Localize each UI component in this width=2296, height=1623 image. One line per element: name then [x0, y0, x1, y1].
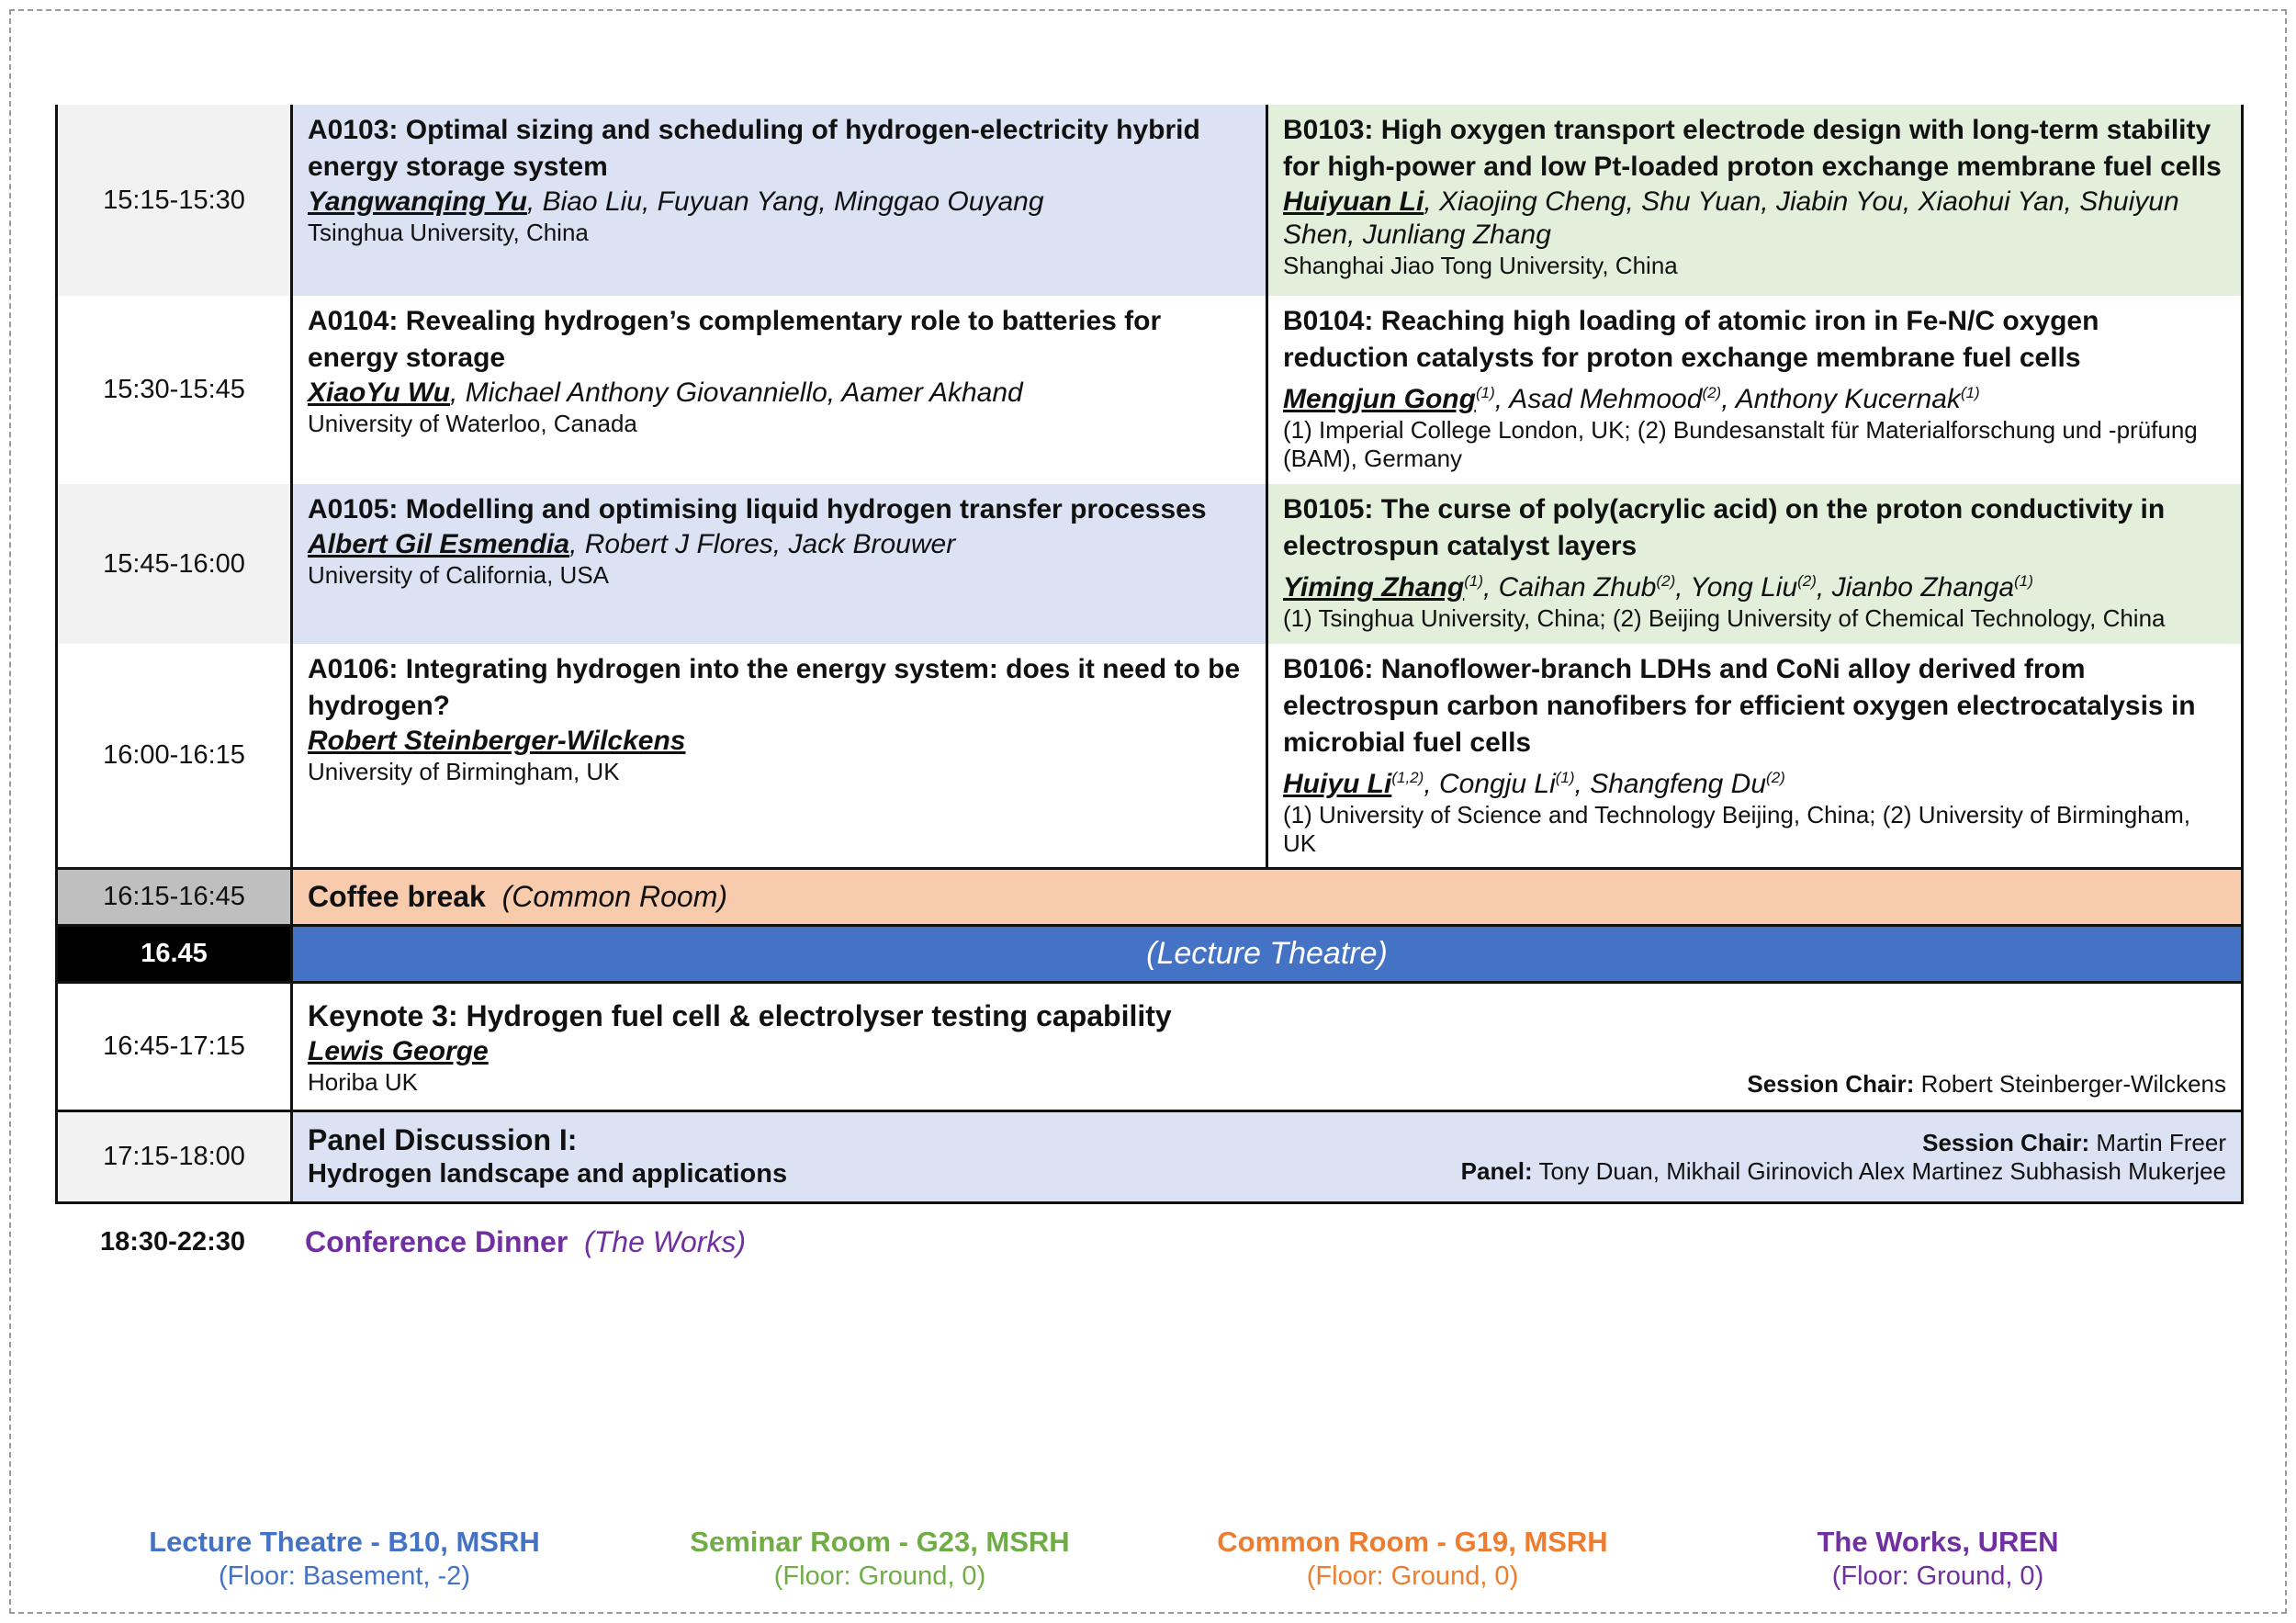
session-chair — [1747, 1070, 2226, 1099]
session-a-cell — [292, 644, 1267, 868]
panel-names: Tony Duan, Mikhail Girinovich Alex Martinez Subhasish Mukerjee — [1532, 1156, 2226, 1185]
talk-authors — [1283, 186, 2226, 252]
dinner-event — [305, 1222, 746, 1262]
talk-authors — [308, 377, 1251, 410]
affiliation-marker: (2) — [1702, 384, 1722, 401]
talk-affiliation: University of California, USA — [308, 561, 609, 589]
talk-authors — [1283, 377, 2226, 416]
affiliation-marker: (1) — [1475, 384, 1495, 401]
co-author: , Anthony Kucernak — [1721, 384, 1961, 414]
lead-author: Robert Steinberger-Wilckens — [308, 726, 686, 756]
talk-authors — [308, 1035, 2226, 1068]
session-a-cell — [292, 296, 1267, 484]
affiliation-marker: (1) — [2014, 572, 2033, 590]
table-row — [57, 296, 2243, 484]
venue-label: (Lecture Theatre) — [292, 925, 2243, 982]
talk-authors — [308, 186, 1251, 219]
table-row — [57, 105, 2243, 296]
legend-item-the-works — [1681, 1525, 2195, 1593]
talk-title: B0104: Reaching high loading of atomic iron in Fe-N/C oxygen reduction catalysts for proton exchange membrane fuel cells — [1283, 306, 2099, 373]
time-slot: 16:15-16:45 — [57, 868, 292, 925]
co-author: , Yong Liu — [1675, 572, 1798, 603]
talk-affiliation: University of Waterloo, Canada — [308, 410, 637, 437]
legend-venue-floor: (Floor: Ground, 0) — [773, 1561, 986, 1591]
venue-legend — [55, 1525, 2241, 1598]
session-b-cell — [1267, 484, 2243, 644]
affiliation-marker: (1) — [1960, 384, 1980, 401]
talk-affiliation: University of Birmingham, UK — [308, 758, 620, 785]
talk-title: A0106: Integrating hydrogen into the energy system: does it need to be hydrogen? — [308, 654, 1241, 721]
table-row — [57, 484, 2243, 644]
keynote-title: Keynote 3: Hydrogen fuel cell & electrolyser testing capability — [308, 998, 1172, 1032]
time-slot: 15:15-15:30 — [57, 105, 292, 296]
talk-title: A0105: Modelling and optimising liquid hydrogen transfer processes — [308, 494, 1207, 524]
affiliation-marker: (1,2) — [1391, 769, 1424, 786]
affiliation-marker: (2) — [1656, 572, 1676, 590]
time-slot: 15:45-16:00 — [57, 484, 292, 644]
time-slot: 16.45 — [57, 925, 292, 982]
venue-row — [57, 925, 2243, 982]
panel-row — [57, 1110, 2243, 1202]
lead-author: Huiyu Li — [1283, 769, 1392, 799]
talk-affiliation: (1) University of Science and Technology Beijing, China; (2) University of Birmingham, UK — [1283, 801, 2190, 857]
coffee-break-cell — [292, 868, 2243, 925]
co-authors: , Robert J Flores, Jack Brouwer — [569, 529, 956, 559]
dinner-row — [55, 1222, 2241, 1262]
co-author: , Congju Li — [1424, 769, 1556, 799]
session-a-cell — [292, 105, 1267, 296]
talk-affiliation: Tsinghua University, China — [308, 219, 589, 246]
coffee-break-label: Coffee break — [308, 879, 486, 913]
lead-author: XiaoYu Wu — [308, 378, 451, 408]
coffee-break-row — [57, 868, 2243, 925]
lead-author: Mengjun Gong — [1283, 384, 1476, 414]
dinner-time: 18:30-22:30 — [100, 1227, 245, 1257]
coffee-break-location: (Common Room) — [501, 879, 727, 913]
session-chair-label: Session Chair: — [1747, 1069, 1915, 1098]
session-b-cell — [1267, 296, 2243, 484]
legend-venue-name: Lecture Theatre - B10, MSRH — [149, 1526, 540, 1558]
legend-venue-name: The Works, UREN — [1817, 1526, 2059, 1558]
dinner-location: (The Works) — [584, 1225, 747, 1258]
panel-members — [1461, 1157, 2226, 1186]
talk-authors — [1283, 761, 2226, 801]
legend-venue-floor: (Floor: Ground, 0) — [1831, 1561, 2044, 1591]
talk-affiliation: (1) Imperial College London, UK; (2) Bundesanstalt für Materialforschung und -prüfung (BAM), Germany — [1283, 416, 2198, 472]
table-row — [57, 644, 2243, 868]
talk-title: B0105: The curse of poly(acrylic acid) on the proton conductivity in electrospun catalyst layers — [1283, 494, 2166, 561]
legend-venue-name: Seminar Room - G23, MSRH — [690, 1526, 1070, 1558]
co-author: , Jianbo Zhanga — [1816, 572, 2015, 603]
panel-label: Panel: — [1460, 1156, 1533, 1185]
keynote-cell — [292, 982, 2243, 1110]
co-author: , Asad Mehmood — [1494, 384, 1703, 414]
schedule-table — [55, 105, 2244, 1204]
session-chair-label: Session Chair: — [1922, 1128, 2090, 1156]
legend-item-common-room — [1155, 1525, 1670, 1593]
talk-title: A0103: Optimal sizing and scheduling of hydrogen-electricity hybrid energy storage system — [308, 115, 1200, 182]
affiliation-marker: (2) — [1797, 572, 1817, 590]
lead-author: Albert Gil Esmendia — [308, 529, 570, 559]
legend-venue-name: Common Room - G19, MSRH — [1217, 1526, 1608, 1558]
panel-cell — [292, 1110, 2243, 1202]
legend-item-seminar-room — [623, 1525, 1137, 1593]
panel-title: Panel Discussion I: — [308, 1123, 578, 1156]
time-slot: 16:00-16:15 — [57, 644, 292, 868]
affiliation-marker: (2) — [1766, 769, 1785, 786]
legend-venue-floor: (Floor: Basement, -2) — [219, 1561, 470, 1591]
talk-title: B0106: Nanoflower-branch LDHs and CoNi alloy derived from electrospun carbon nanofibers for efficient oxygen electrocatalysis in microbial fuel cells — [1283, 654, 2196, 758]
keynote-affiliation: Horiba UK — [308, 1067, 418, 1096]
talk-authors — [308, 528, 1251, 561]
talk-affiliation: Shanghai Jiao Tong University, China — [1283, 252, 1678, 279]
session-b-cell — [1267, 105, 2243, 296]
talk-title: A0104: Revealing hydrogen’s complementary role to batteries for energy storage — [308, 306, 1162, 373]
time-slot: 15:30-15:45 — [57, 296, 292, 484]
co-author: , Caihan Zhub — [1483, 572, 1657, 603]
lead-author: Yiming Zhang — [1283, 572, 1465, 603]
lead-author: Yangwanqing Yu — [308, 186, 527, 217]
legend-item-lecture-theatre — [87, 1525, 602, 1593]
talk-authors — [1283, 565, 2226, 604]
time-slot: 17:15-18:00 — [57, 1110, 292, 1202]
session-chair-name: Martin Freer — [2089, 1128, 2226, 1156]
keynote-row — [57, 982, 2243, 1110]
time-slot: 16:45-17:15 — [57, 982, 292, 1110]
panel-info — [1461, 1129, 2226, 1186]
legend-venue-floor: (Floor: Ground, 0) — [1306, 1561, 1519, 1591]
talk-title: B0103: High oxygen transport electrode design with long-term stability for high-power and low Pt-loaded proton exchange membrane fuel cells — [1283, 115, 2222, 182]
session-a-cell — [292, 484, 1267, 644]
co-author: , Shangfeng Du — [1574, 769, 1767, 799]
affiliation-marker: (1) — [1555, 769, 1575, 786]
talk-authors — [308, 725, 1251, 758]
dinner-label: Conference Dinner — [305, 1225, 568, 1258]
keynote-speaker: Lewis George — [308, 1035, 489, 1066]
co-authors: , Xiaojing Cheng, Shu Yuan, Jiabin You, Xiaohui Yan, Shuiyun Shen, Junliang Zhang — [1283, 186, 2179, 250]
panel-subtitle: Hydrogen landscape and applications — [308, 1159, 788, 1189]
co-authors: , Michael Anthony Giovanniello, Aamer Akhand — [450, 378, 1023, 408]
session-b-cell — [1267, 644, 2243, 868]
co-authors: , Biao Liu, Fuyuan Yang, Minggao Ouyang — [526, 186, 1044, 217]
affiliation-marker: (1) — [1464, 572, 1483, 590]
session-chair — [1461, 1129, 2226, 1157]
talk-affiliation: (1) Tsinghua University, China; (2) Beijing University of Chemical Technology, China — [1283, 604, 2166, 632]
lead-author: Huiyuan Li — [1283, 186, 1424, 217]
session-chair-name: Robert Steinberger-Wilckens — [1914, 1069, 2226, 1098]
